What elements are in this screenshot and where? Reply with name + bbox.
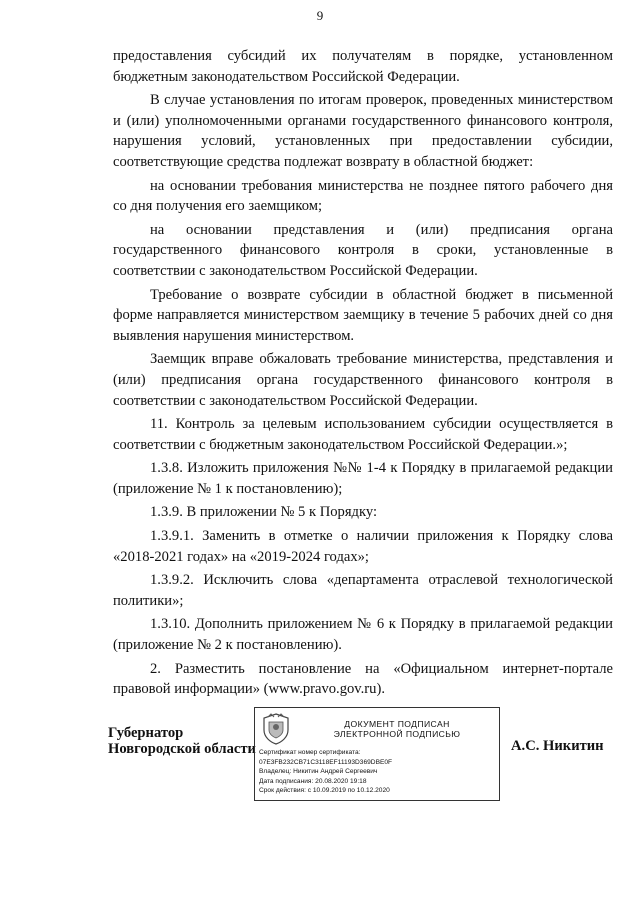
paragraph: 1.3.8. Изложить приложения №№ 1-4 к Порядку в прилагаемой редакции (приложение № 1 к постановлению);	[113, 460, 613, 497]
stamp-title-line: ЭЛЕКТРОННОЙ ПОДПИСЬЮ	[333, 729, 461, 739]
stamp-title	[301, 719, 493, 739]
stamp-details	[259, 748, 497, 796]
document-body	[113, 46, 613, 703]
paragraph: предоставления субсидий их получателям в порядке, установленном бюджетным законодательством Российской Федерации.	[113, 48, 613, 85]
stamp-certificate-number: 07E3FB232CB71C3118EF11193D369DBE0F	[259, 758, 393, 766]
paragraph: 1.3.9.1. Заменить в отметке о наличии приложения к Порядку слова «2018-2021 годах» на «2019-2024 годах»;	[113, 528, 613, 565]
paragraph: на основании представления и (или) предписания органа государственного финансового контроля в сроки, установленные в соответствии с законодательством Российской Федерации.	[113, 221, 613, 279]
paragraph: 11. Контроль за целевым использованием субсидии осуществляется в соответствии с бюджетным законодательством Российской Федерации.»;	[113, 416, 613, 453]
signature-block	[0, 700, 640, 810]
paragraph: на основании требования министерства не позднее пятого рабочего дня со дня получения его заемщиком;	[113, 177, 613, 215]
signatory-title	[108, 725, 256, 757]
stamp-validity: Срок действия: с 10.09.2019 по 10.12.2020	[259, 787, 390, 795]
signatory-title-line: Новгородской области	[108, 741, 256, 757]
signatory-title-line: Губернатор	[108, 725, 184, 741]
stamp-owner: Владелец: Никитин Андрей Сергеевич	[259, 768, 378, 776]
paragraph: 2. Разместить постановление на «Официальном интернет-портале правовой информации» (www.pravo.gov.ru).	[113, 660, 613, 698]
stamp-title-line: ДОКУМЕНТ ПОДПИСАН	[344, 719, 450, 729]
paragraph: 1.3.9.2. Исключить слова «департамента отраслевой технологической политики»;	[113, 572, 613, 609]
signatory-name: А.С. Никитин	[511, 738, 604, 754]
paragraph: 1.3.10. Дополнить приложением № 6 к Порядку в прилагаемой редакции (приложение № 2 к постановлению).	[113, 616, 613, 654]
stamp-sign-date: Дата подписания: 20.08.2020 19:18	[259, 777, 367, 785]
paragraph: Заемщик вправе обжаловать требование министерства, представления и (или) предписания органа государственного финансового контроля в соответствии с законодательством Российской Федерации.	[113, 351, 613, 409]
stamp-certificate-label: Сертификат номер сертификата:	[259, 749, 361, 756]
paragraph: В случае установления по итогам проверок, проведенных министерством и (или) уполномоченными органами государственного финансового контроля, нарушения условий, установленных при предоставлении субсидии, соответствующие средства подлежат возврату в областной бюджет:	[113, 92, 613, 170]
coat-of-arms-icon	[259, 712, 293, 746]
paragraph: Требование о возврате субсидии в областной бюджет в письменной форме направляется министерством заемщику в течение 5 рабочих дней со дня выявления нарушения министерством.	[113, 286, 613, 344]
page-number: 9	[316, 8, 324, 23]
paragraph: 1.3.9. В приложении № 5 к Порядку:	[150, 504, 378, 521]
electronic-signature-stamp	[254, 707, 500, 801]
